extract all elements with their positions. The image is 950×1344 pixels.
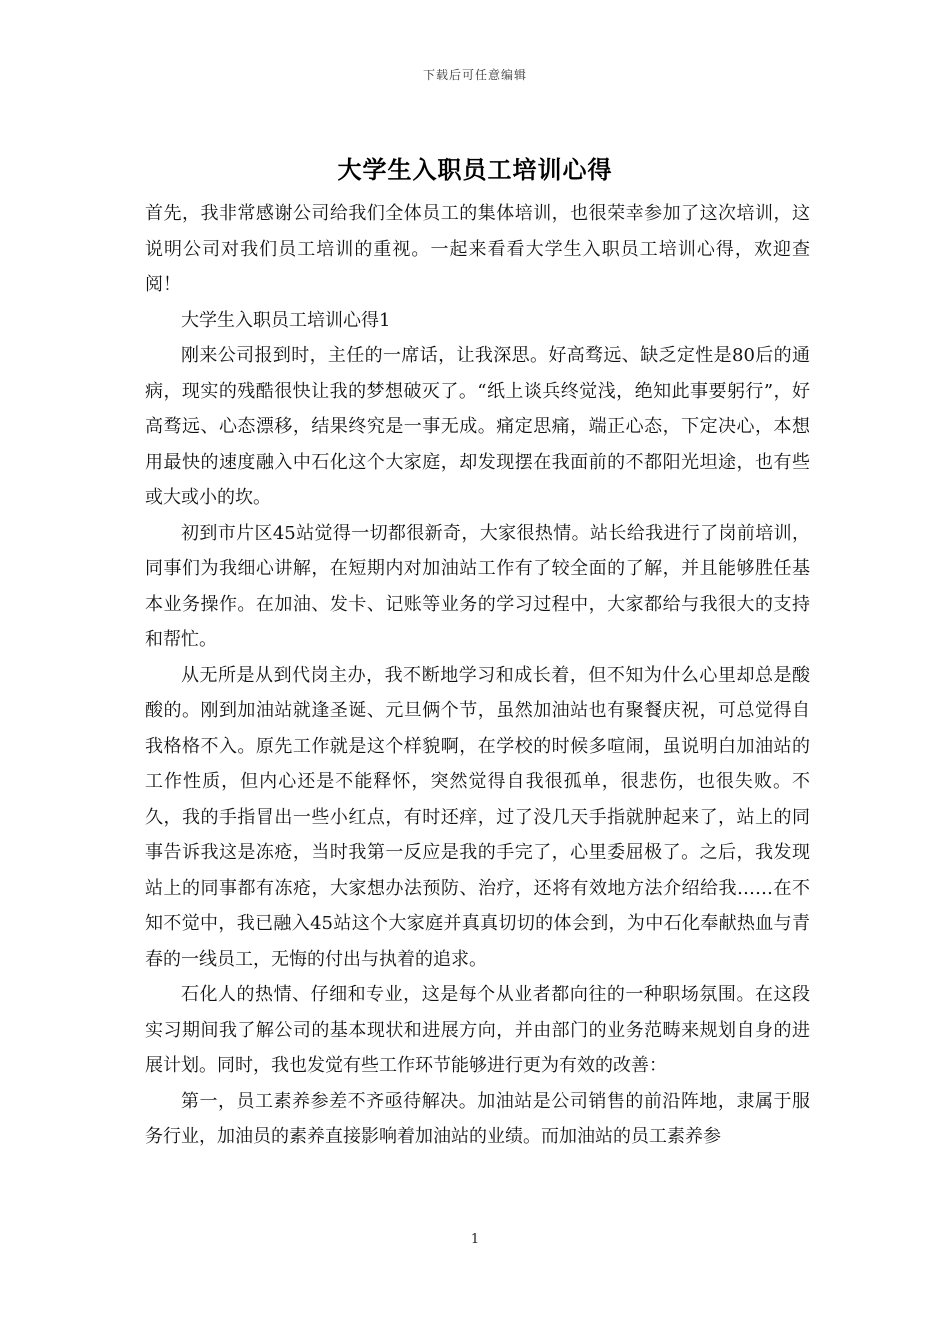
intro-paragraph: 首先，我非常感谢公司给我们全体员工的集体培训，也很荣幸参加了这次培训，这说明公司对我们员工培训的重视。一起来看看大学生入职员工培训心得，欢迎查阅！ <box>145 203 810 295</box>
body-paragraph: 石化人的热情、仔细和专业，这是每个从业者都向往的一种职场氛围。在这段实习期间我了解公司的基本现状和进展方向，并由部门的业务范畴来规划自身的进展计划。同时，我也发觉有些工作环节能够进行更为有效的改善： <box>145 984 810 1076</box>
document-body <box>145 196 810 1155</box>
document-title: 大学生入职员工培训心得 <box>337 155 613 184</box>
body-paragraph: 刚来公司报到时，主任的一席话，让我深思。好高骛远、缺乏定性是80后的通病，现实的残酷很快让我的梦想破灭了。“纸上谈兵终觉浅，绝知此事要躬行”，好高骛远、心态漂移，结果终究是一事无成。痛定思痛，端正心态，下定决心，本想用最快的速度融入中石化这个大家庭，却发现摆在我面前的不都阳光坦途，也有些或大或小的坎。 <box>145 345 810 508</box>
page-number: 1 <box>470 1232 480 1247</box>
section-heading: 大学生入职员工培训心得1 <box>181 309 391 331</box>
body-paragraph: 第一，员工素养参差不齐亟待解决。加油站是公司销售的前沿阵地，隶属于服务行业，加油员的素养直接影响着加油站的业绩。而加油站的员工素养参 <box>145 1090 810 1147</box>
header-note: 下载后可任意编辑 <box>422 68 527 82</box>
body-paragraph: 从无所是从到代岗主办，我不断地学习和成长着，但不知为什么心里却总是酸酸的。刚到加油站就逢圣诞、元旦俩个节，虽然加油站也有聚餐庆祝，可总觉得自我格格不入。原先工作就是这个样貌啊，在学校的时候多喧闹，虽说明白加油站的工作性质，但内心还是不能释怀，突然觉得自我很孤单，很悲伤，也很失败。不久，我的手指冒出一些小红点，有时还痒，过了没几天手指就肿起来了，站上的同事告诉我这是冻疮，当时我第一反应是我的手完了，心里委屈极了。之后，我发现站上的同事都有冻疮，大家想办法预防、治疗，还将有效地方法介绍给我……在不知不觉中，我已融入45站这个大家庭并真真切切的体会到，为中石化奉献热血与青春的一线员工，无悔的付出与执着的追求。 <box>145 664 810 970</box>
body-paragraph: 初到市片区45站觉得一切都很新奇，大家很热情。站长给我进行了岗前培训，同事们为我细心讲解，在短期内对加油站工作有了较全面的了解，并且能够胜任基本业务操作。在加油、发卡、记账等业务的学习过程中，大家都给与我很大的支持和帮忙。 <box>145 522 810 650</box>
